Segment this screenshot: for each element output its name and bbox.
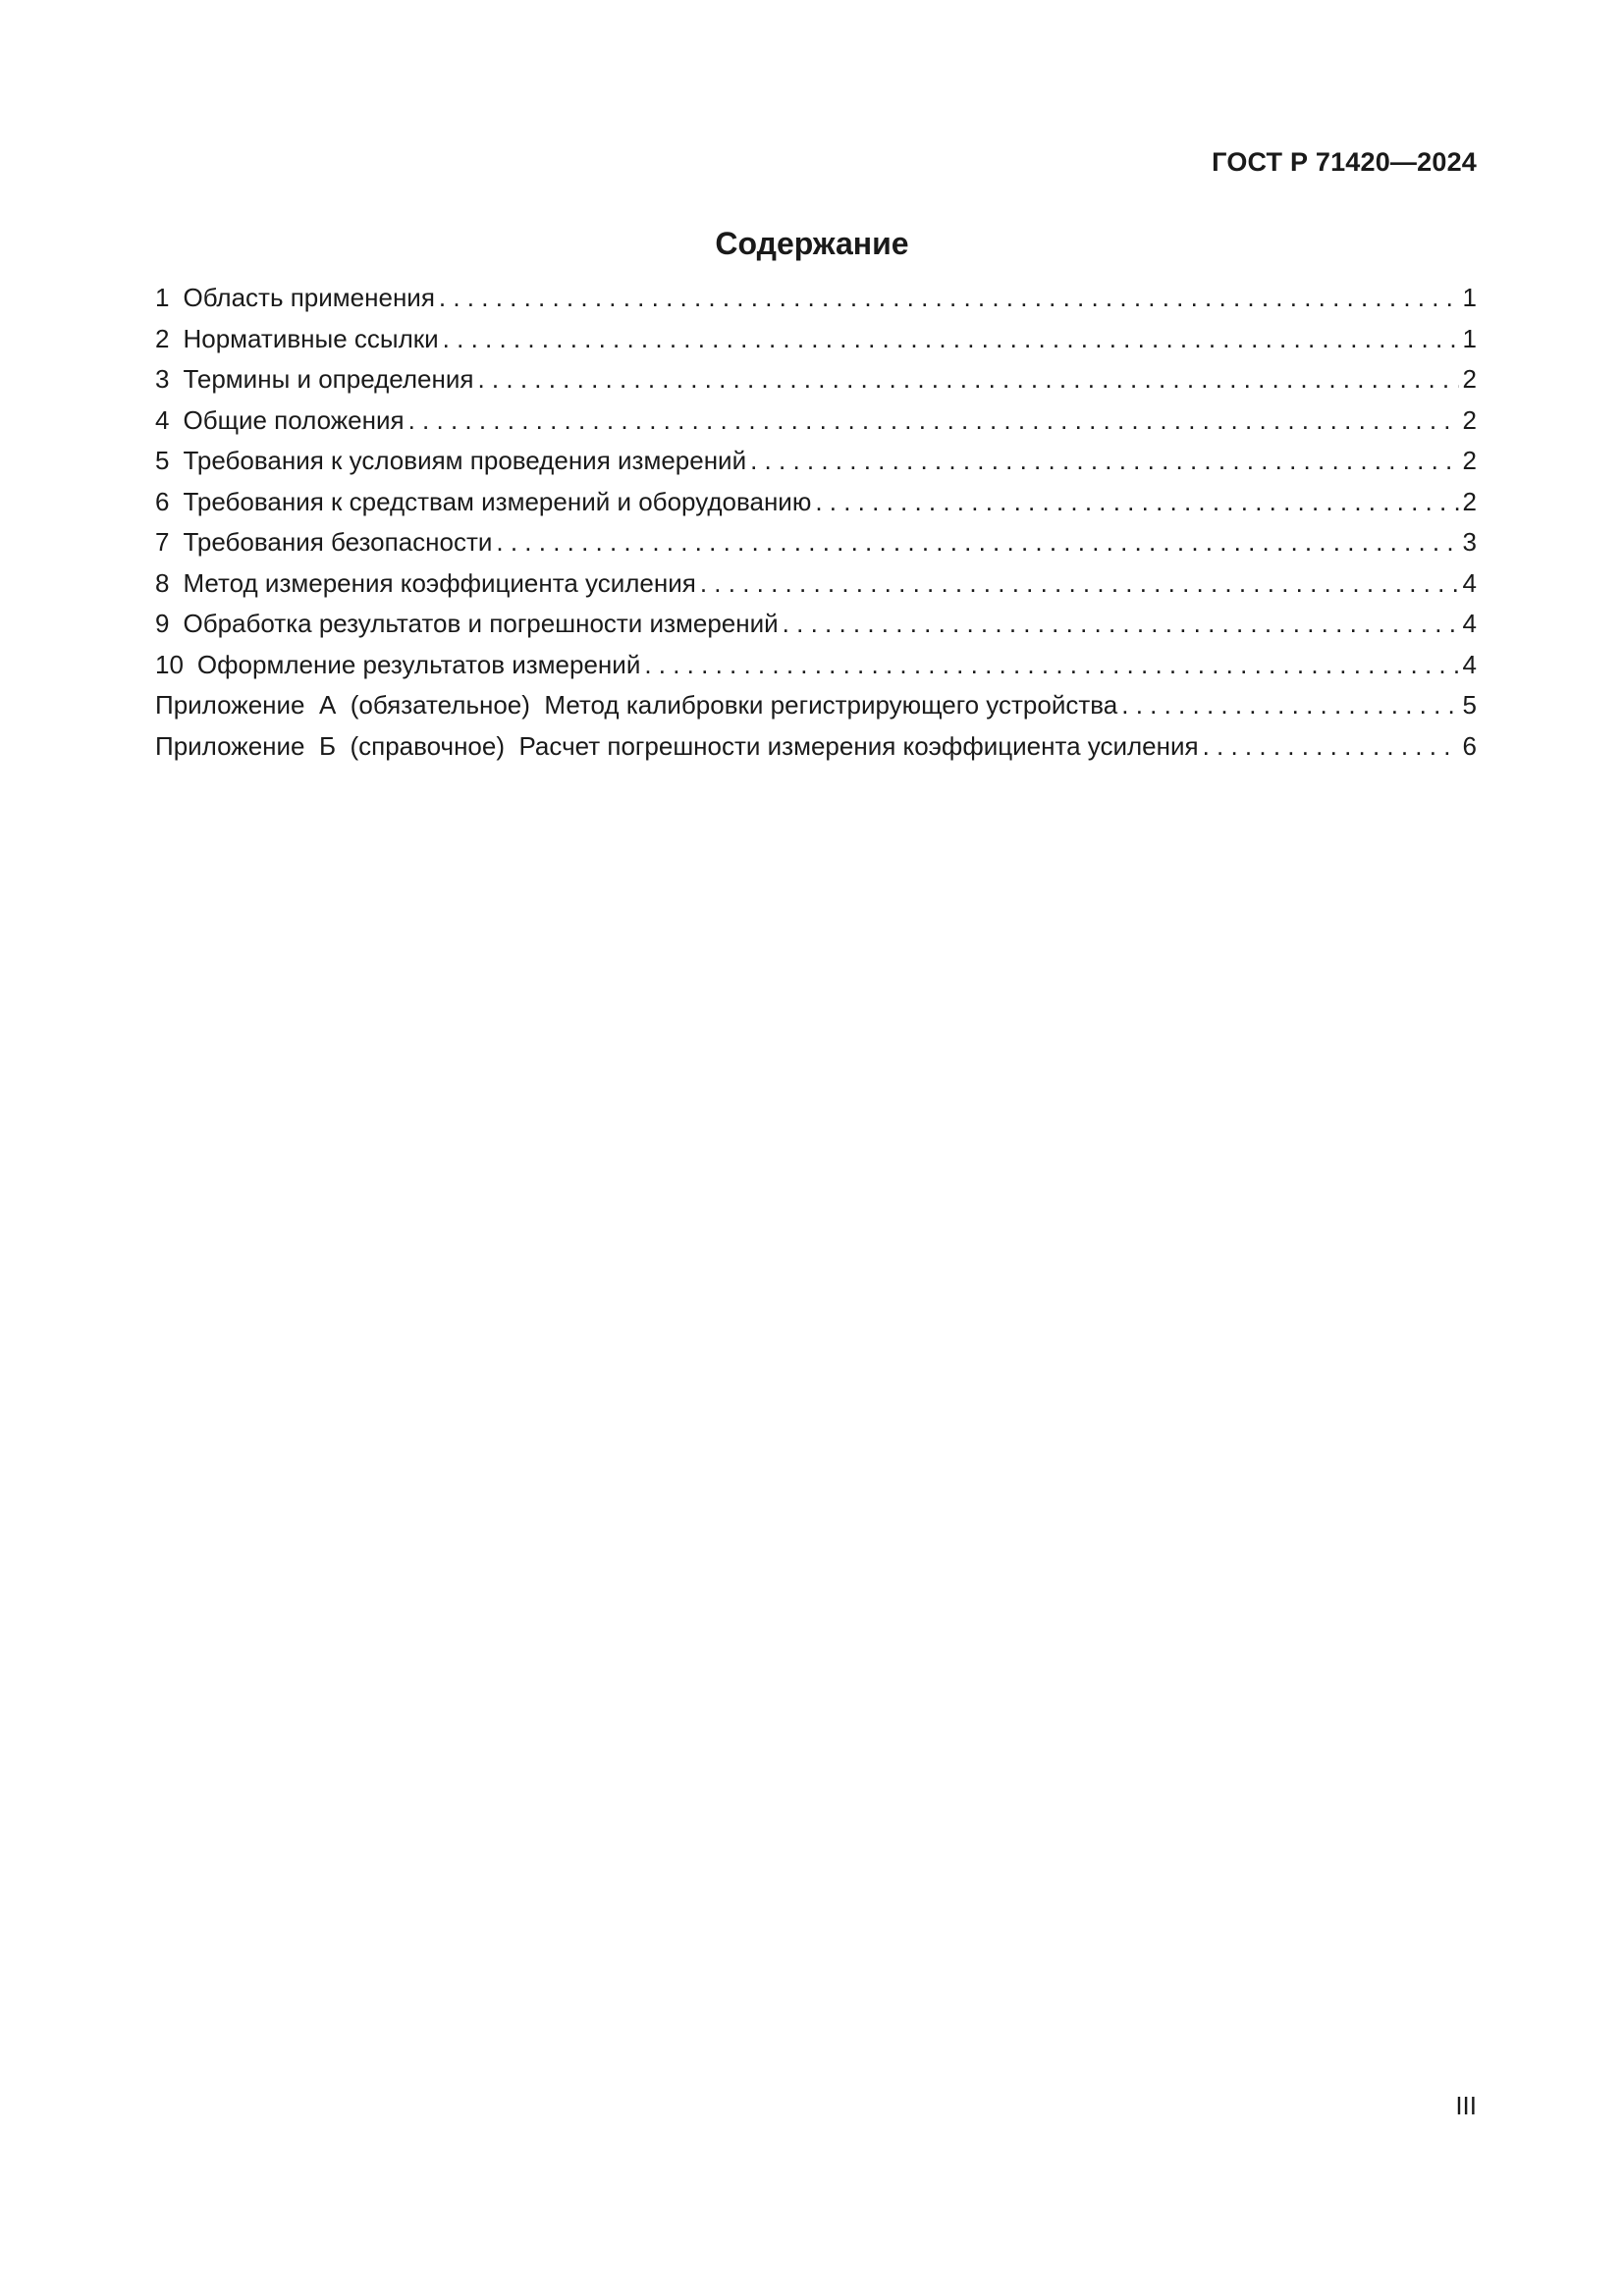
toc-item-label: Общие положения [183, 404, 405, 435]
toc-leader-dots [408, 405, 1459, 436]
toc-item-label: Требования безопасности [183, 527, 493, 557]
toc-title: Содержание [715, 226, 909, 261]
toc-leader-dots [1203, 731, 1459, 762]
toc-item-page: 5 [1462, 690, 1477, 720]
toc-item-page: 4 [1462, 649, 1477, 679]
toc-item-label: Обработка результатов и погрешности измерений [183, 609, 779, 638]
toc-leader-dots [644, 650, 1458, 680]
toc-item[interactable] [155, 568, 1477, 610]
toc-item[interactable] [155, 405, 1477, 447]
table-of-contents [155, 283, 1477, 772]
toc-item[interactable] [155, 446, 1477, 487]
toc-leader-dots [439, 283, 1459, 313]
toc-item-number: 9 [155, 609, 170, 638]
toc-item-page: 2 [1462, 364, 1477, 394]
toc-appendix-item[interactable] [155, 690, 1477, 731]
toc-item[interactable] [155, 609, 1477, 650]
toc-item-label: Требования к условиям проведения измерений [183, 446, 747, 475]
toc-item-number: 10 [155, 649, 184, 679]
toc-item-page: 4 [1462, 567, 1477, 598]
toc-item[interactable] [155, 527, 1477, 568]
toc-leader-dots [700, 568, 1459, 599]
toc-item[interactable] [155, 487, 1477, 528]
toc-leader-dots [815, 487, 1458, 517]
toc-item-label: Оформление результатов измерений [196, 649, 641, 679]
toc-leader-dots [1121, 690, 1458, 721]
toc-item-number: 5 [155, 446, 170, 475]
toc-item-page: 2 [1462, 486, 1477, 516]
toc-leader-dots [477, 364, 1458, 395]
toc-leader-dots [496, 527, 1458, 558]
toc-item-number: 3 [155, 364, 170, 394]
toc-leader-dots [783, 609, 1459, 639]
toc-item-page: 6 [1462, 730, 1477, 761]
toc-item-page: 1 [1462, 283, 1477, 312]
toc-item-number: 8 [155, 567, 170, 598]
toc-leader-dots [443, 324, 1459, 354]
toc-item-label: Требования к средствам измерений и оборудованию [183, 486, 812, 516]
toc-item-page: 3 [1462, 527, 1477, 557]
toc-item[interactable] [155, 324, 1477, 365]
toc-item-number: 4 [155, 404, 170, 435]
toc-item-label: Термины и определения [183, 364, 474, 394]
toc-item[interactable] [155, 364, 1477, 405]
toc-item-label: Метод измерения коэффициента усиления [183, 567, 696, 598]
toc-item-label: Нормативные ссылки [183, 323, 439, 353]
toc-item-number: 2 [155, 323, 170, 353]
toc-item-page: 1 [1462, 323, 1477, 353]
toc-item-page: 2 [1462, 446, 1477, 475]
toc-item-number: 1 [155, 283, 170, 312]
document-code: ГОСТ Р 71420—2024 [1212, 147, 1477, 177]
toc-item-number: 6 [155, 486, 170, 516]
toc-item[interactable] [155, 650, 1477, 691]
toc-item-number: 7 [155, 527, 170, 557]
toc-appendix-item[interactable] [155, 731, 1477, 773]
toc-item-label: Приложение Б (справочное) Расчет погрешности измерения коэффициента усиления [155, 730, 1199, 761]
page-number: III [1455, 2091, 1477, 2120]
toc-item-label: Приложение А (обязательное) Метод калибровки регистрирующего устройства [155, 690, 1118, 720]
toc-leader-dots [750, 446, 1458, 476]
toc-item-label: Область применения [183, 283, 435, 312]
toc-item[interactable] [155, 283, 1477, 324]
toc-item-page: 4 [1462, 609, 1477, 638]
toc-item-page: 2 [1462, 404, 1477, 435]
